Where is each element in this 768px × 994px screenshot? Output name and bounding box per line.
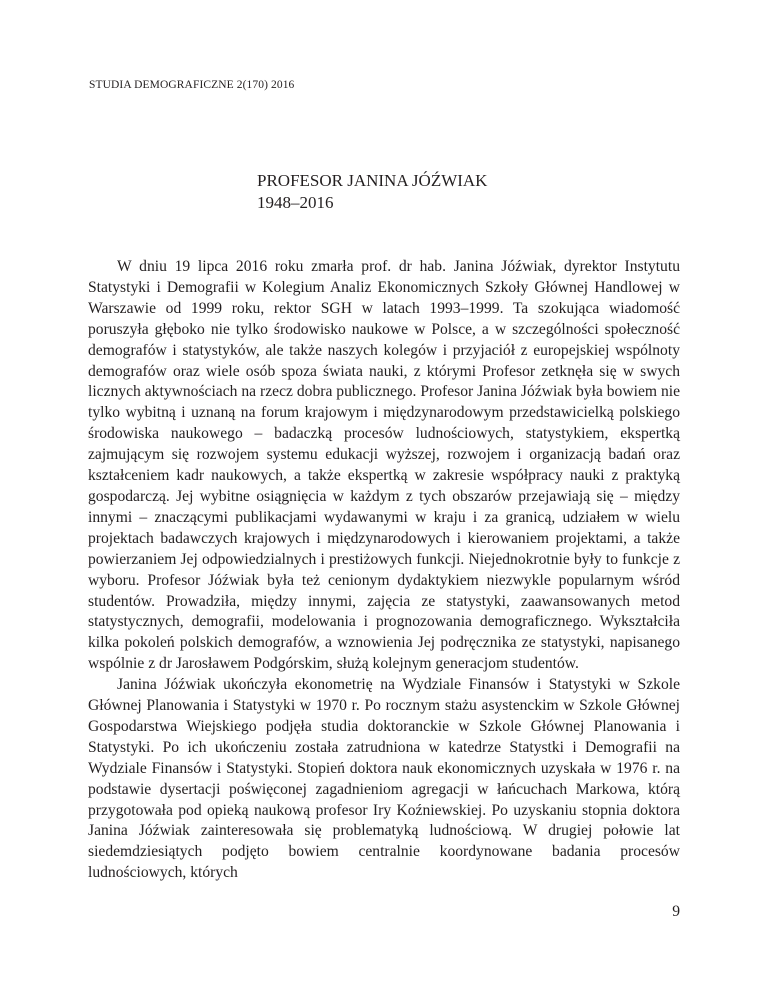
- body-paragraph: Janina Jóźwiak ukończyła ekonometrię na Wydziale Finansów i Statystyki w Szkole Głównej Planowania i Statystyki w 1970 r. Po rocznym stażu asystenckim w Szkole Głównej Gospodarstwa Wiejskiego podjęła studia doktoranckie w Szkole Głównej Planowania i Statystyki. Po ich ukończeniu została zatrudniona w katedrze Statystki i Demografii na Wydziale Finansów i Statystyki. Stopień doktora nauk ekonomicznych uzyskała w 1976 r. na podstawie dysertacji poświęconej zagadnieniom agregacji w łańcuchach Markowa, którą przygotowała pod opieką naukową profesor Iry Koźniewskiej. Po uzyskaniu stopnia doktora Janina Jóźwiak zainteresowała się problematyką ludnościową. W drugiej połowie lat siedemdziesiątych podjęto bowiem centralnie koordynowane badania procesów ludnościowych, których: [88, 676, 680, 882]
- running-head: STUDIA DEMOGRAFICZNE 2(170) 2016: [89, 79, 295, 91]
- article-title-block: [257, 170, 487, 214]
- page-number: 9: [672, 903, 680, 920]
- body-paragraph: W dniu 19 lipca 2016 roku zmarła prof. dr hab. Janina Jóźwiak, dyrektor Instytutu Statystyki i Demografii w Kolegium Analiz Ekonomicznych Szkoły Głównej Handlowej w Warszawie od 1999 roku, rektor SGH w latach 1993–1999. Ta szokująca wiadomość poruszyła głęboko nie tylko środowisko naukowe w Polsce, a w szczególności społeczność demografów i statystyków, ale także naszych kolegów i przyjaciół z europejskiej wspólnoty demografów oraz wiele osób spoza świata nauki, z którymi Profesor zetknęła się w swych licznych aktywnościach na rzecz dobra publicznego. Profesor Janina Jóźwiak była bowiem nie tylko wybitną i uznaną na forum krajowym i międzynarodowym przedstawicielką polskiego środowiska naukowego – badaczką procesów ludnościowych, statystykiem, ekspertką zajmującym się rozwojem systemu edukacji wyższej, rozwojem i organizacją badań oraz kształceniem kadr naukowych, a także ekspertką w zakresie współpracy nauki z praktyką gospodarczą. Jej wybitne osiągnięcia w każdym z tych obszarów przejawiają się – między innymi – znaczącymi publikacjami wydawanymi w kraju i za granicą, udziałem w wielu projektach badawczych krajowych i międzynarodowych i kierowaniem projektami, a także powierzaniem Jej odpowiedzialnych i prestiżowych funkcji. Niejednokrotnie były to funkcje z wyboru. Profesor Jóźwiak była też cenionym dydaktykiem niezwykle popularnym wśród studentów. Prowadziła, między innymi, zajęcia ze statystyki, zaawansowanych metod statystycznych, demografii, modelowania i prognozowania demograficznego. Wykształciła kilka pokoleń polskich demografów, a wznowienia Jej podręcznika ze statystyki, napisanego wspólnie z dr Jarosławem Podgórskim, służą kolejnym generacjom studentów.: [88, 258, 680, 673]
- article-title: PROFESOR JANINA JÓŹWIAK: [257, 171, 488, 190]
- article-dates: 1948–2016: [257, 193, 334, 212]
- article-body: [88, 257, 680, 884]
